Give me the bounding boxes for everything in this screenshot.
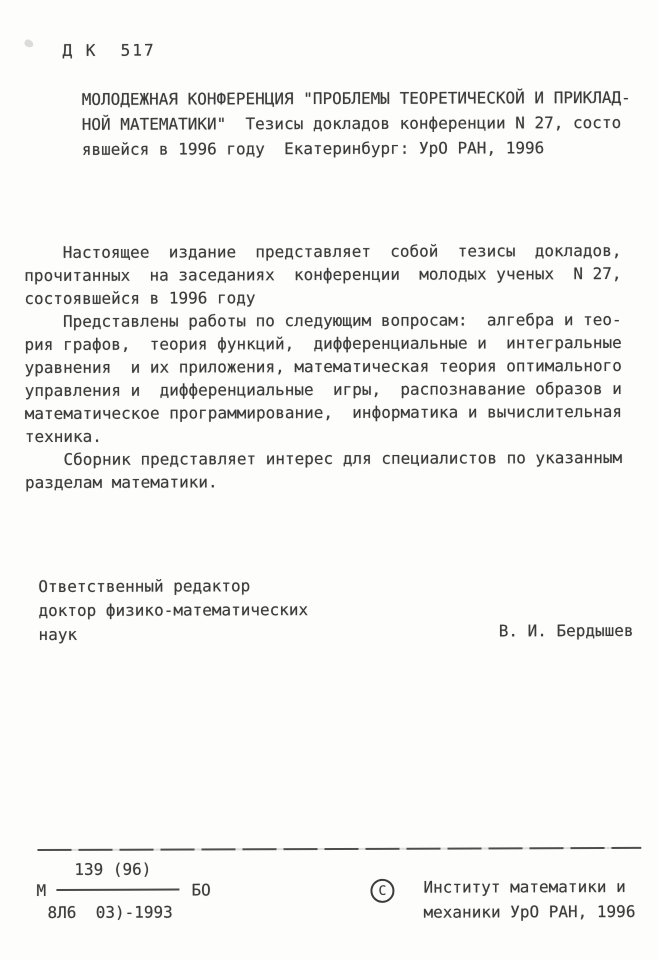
abstract-line: Настоящее издание представляет собой тезисы докладов, — [24, 240, 622, 263]
abstract-block — [24, 239, 622, 494]
abstract-line: Представлены работы по следующим вопросам: алгебра и тео- — [24, 309, 622, 332]
title-line-1: МОЛОДЕЖНАЯ КОНФЕРЕНЦИЯ "ПРОБЛЕМЫ ТЕОРЕТИЧЕСКОЙ И ПРИКЛАД- — [81, 87, 631, 109]
editor-role-line-2: доктор физико-математических — [38, 600, 309, 621]
imprint-divider-rule — [37, 847, 641, 851]
editor-role-block — [38, 574, 308, 647]
abstract-line: Сборник представляет интерес для специалистов по указанным — [24, 447, 623, 470]
publisher-copyright-block — [423, 874, 635, 925]
abstract-line: техника. — [24, 426, 102, 447]
imprint-prefix-letter: М — [36, 880, 47, 901]
abstract-line: прочитанных на заседаниях конференции молодых ученых N 27, — [24, 263, 622, 286]
abstract-line: состоявшейся в 1996 году — [24, 288, 256, 309]
copyright-icon — [370, 879, 394, 903]
publisher-line-2: механики УрО РАН, 1996 — [423, 901, 636, 922]
imprint-code-numerator: 139 (96) — [74, 859, 152, 879]
abstract-line: рия графов, теория функций, дифференциальные и интегральные — [24, 332, 622, 355]
copyright-letter: С — [378, 883, 387, 899]
abstract-line: разделам математики. — [24, 472, 218, 493]
imprint-code-denominator: 8Л6 03)-1993 — [47, 902, 173, 922]
scan-speck — [23, 39, 34, 49]
title-line-3: явшейся в 1996 году Екатеринбург: УрО РАН, 1996 — [81, 138, 545, 159]
bibliographic-title-block — [82, 85, 631, 162]
abstract-line: уравнения и их приложения, математическая теория оптимального — [24, 355, 622, 378]
editor-name: В. И. Бердышев — [498, 620, 634, 641]
title-line-2: НОЙ МАТЕМАТИКИ" Тезисы докладов конференции N 27, состо — [81, 112, 622, 134]
udk-code: Д К 517 — [62, 40, 156, 60]
abstract-line: управления и дифференциальные игры, распознавание образов и — [24, 378, 622, 401]
imprint-fraction-bar — [56, 889, 179, 891]
editor-role-line-1: Ответственный редактор — [38, 576, 251, 597]
abstract-line: математическое программирование, информатика и вычислительная — [24, 401, 623, 424]
imprint-suffix: БО — [191, 880, 211, 900]
publisher-line-1: Институт математики и — [423, 876, 626, 897]
editor-role-line-3: наук — [38, 624, 78, 645]
